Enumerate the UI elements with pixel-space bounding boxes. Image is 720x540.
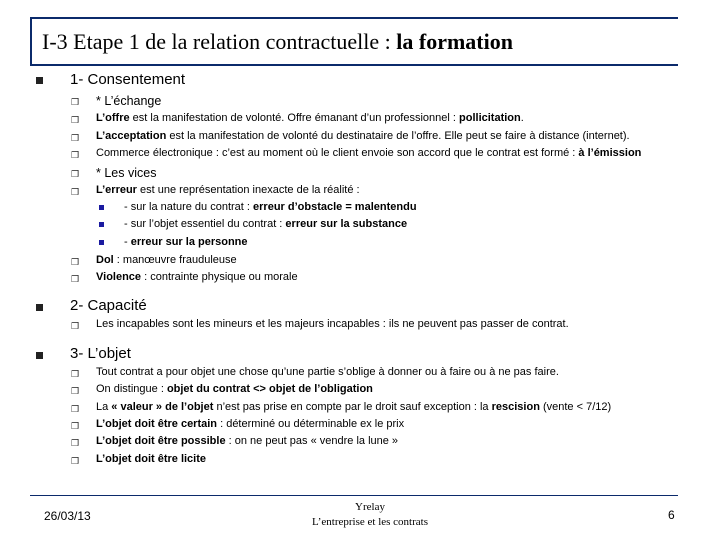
hollow-square-bullet-icon: ❒ [71, 404, 80, 414]
hollow-square-bullet-icon: ❒ [71, 150, 80, 160]
line-capacite: Les incapables sont les mineurs et les majeurs incapables : ils ne peuvent pas passer de contrat. [96, 318, 569, 330]
title-underline [30, 64, 678, 66]
hollow-square-bullet-icon: ❒ [71, 169, 80, 179]
hollow-square-bullet-icon: ❒ [71, 187, 80, 197]
line-objet-5: L’objet doit être possible : on ne peut pas « vendre la lune » [96, 435, 399, 447]
line-erreur: L’erreur est une représentation inexacte de la réalité : [96, 184, 360, 196]
section-heading-objet: 3- L’objet [70, 345, 131, 362]
section-heading-consentement: 1- Consentement [70, 71, 186, 88]
hollow-square-bullet-icon: ❒ [71, 386, 80, 396]
hollow-square-bullet-icon: ❒ [71, 321, 80, 331]
hollow-square-bullet-icon: ❒ [71, 133, 80, 143]
page-number: 6 [668, 508, 675, 522]
square-bullet-icon [36, 352, 43, 359]
footer-author: Yrelay [355, 501, 385, 513]
hollow-square-bullet-icon: ❒ [71, 456, 80, 466]
footer-divider [30, 495, 678, 496]
slide-title: I-3 Etape 1 de la relation contractuelle : la formation [42, 29, 513, 54]
title-frame-top [30, 17, 678, 19]
title-frame-left [30, 17, 32, 64]
line-objet-6: L’objet doit être licite [96, 453, 207, 465]
hollow-square-bullet-icon: ❒ [71, 97, 80, 107]
hollow-square-bullet-icon: ❒ [71, 369, 80, 379]
square-bullet-icon [36, 304, 43, 311]
hollow-square-bullet-icon: ❒ [71, 257, 80, 267]
line-objet-4: L’objet doit être certain : déterminé ou déterminable ex le prix [96, 418, 405, 430]
footer-date: 26/03/13 [44, 509, 91, 523]
line-violence: Violence : contrainte physique ou morale [96, 271, 298, 283]
line-objet-1: Tout contrat a pour objet une chose qu’une partie s’oblige à donner ou à faire ou à ne pas faire. [96, 366, 559, 378]
hollow-square-bullet-icon: ❒ [71, 438, 80, 448]
small-square-bullet-icon [99, 205, 104, 210]
subheading-vices: * Les vices [96, 166, 157, 180]
section-heading-capacite: 2- Capacité [70, 297, 147, 314]
small-square-bullet-icon [99, 240, 104, 245]
line-offre: L’offre est la manifestation de volonté. Offre émanant d’un professionnel : pollicitation. [96, 112, 524, 124]
line-acceptation: L’acceptation est la manifestation de volonté du destinataire de l’offre. Elle peut se faire à distance (internet). [96, 130, 630, 142]
line-dol: Dol : manœuvre frauduleuse [96, 254, 237, 266]
hollow-square-bullet-icon: ❒ [71, 274, 80, 284]
line-erreur-personne: - erreur sur la personne [124, 236, 248, 248]
footer-subtitle: L’entreprise et les contrats [312, 516, 428, 528]
line-commerce: Commerce électronique : c’est au moment où le client envoie son accord que le contrat est formé : à l’émission [96, 147, 642, 159]
square-bullet-icon [36, 77, 43, 84]
subheading-echange: * L’échange [96, 94, 162, 108]
hollow-square-bullet-icon: ❒ [71, 421, 80, 431]
small-square-bullet-icon [99, 222, 104, 227]
footer-center [290, 500, 450, 530]
line-objet-3: La « valeur » de l’objet n’est pas prise en compte par le droit sauf exception : la rescision (vente < 7/12) [96, 401, 612, 413]
line-erreur-nature: - sur la nature du contrat : erreur d’obstacle = malentendu [124, 201, 417, 213]
line-objet-2: On distingue : objet du contrat <> objet de l’obligation [96, 383, 373, 395]
hollow-square-bullet-icon: ❒ [71, 115, 80, 125]
line-erreur-substance: - sur l’objet essentiel du contrat : erreur sur la substance [124, 218, 408, 230]
